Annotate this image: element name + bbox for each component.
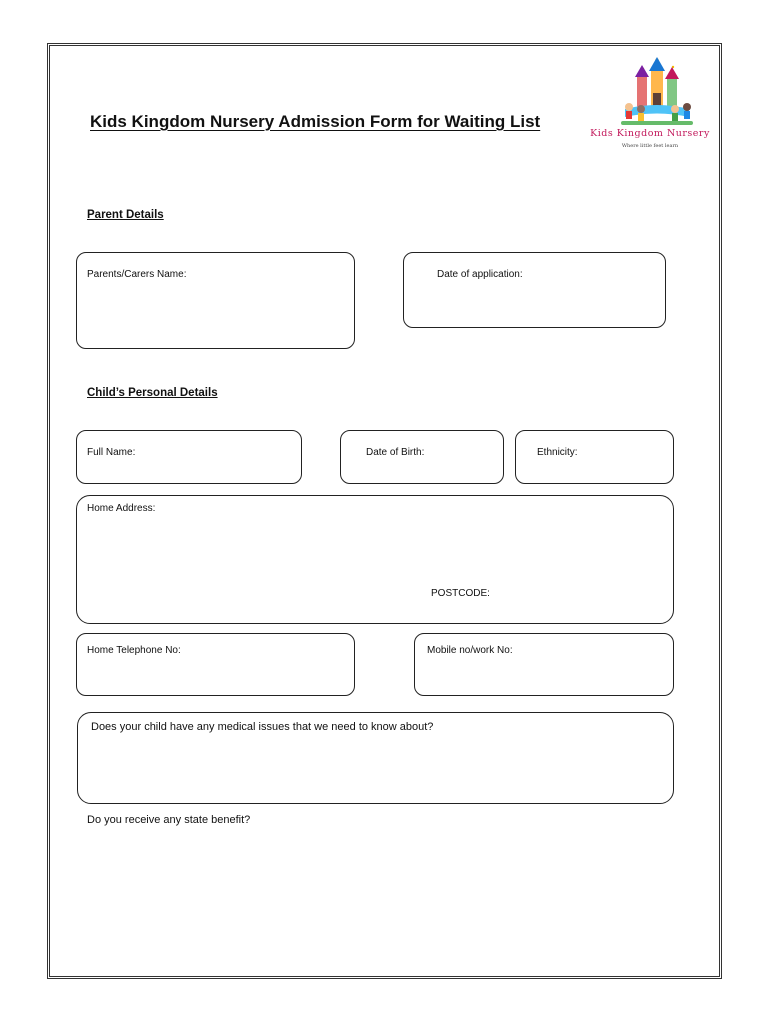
castle-icon <box>585 55 715 130</box>
home-address-label: Home Address: <box>87 503 156 514</box>
date-of-application-field[interactable] <box>403 252 666 328</box>
parent-name-label: Parents/Carers Name: <box>87 269 187 280</box>
mobile-work-field[interactable] <box>414 633 674 696</box>
parent-name-field[interactable] <box>76 252 355 349</box>
home-telephone-label: Home Telephone No: <box>87 645 181 656</box>
home-address-field[interactable] <box>76 495 674 624</box>
logo-tagline: Where little feet learn <box>621 143 679 149</box>
state-benefit-question: Do you receive any state benefit? <box>87 814 251 826</box>
full-name-label: Full Name: <box>87 447 136 458</box>
postcode-label: POSTCODE: <box>431 588 490 599</box>
child-details-heading: Child’s Personal Details <box>87 387 218 399</box>
home-telephone-field[interactable] <box>76 633 355 696</box>
form-title: Kids Kingdom Nursery Admission Form for Waiting List <box>90 112 541 131</box>
date-of-birth-label: Date of Birth: <box>366 447 425 458</box>
nursery-logo <box>585 55 715 155</box>
logo-name: Kids Kingdom Nursery <box>590 128 710 139</box>
ethnicity-label: Ethnicity: <box>537 447 578 458</box>
mobile-work-label: Mobile no/work No: <box>427 645 513 656</box>
medical-issues-question: Does your child have any medical issues that we need to know about? <box>91 721 434 733</box>
parent-details-heading: Parent Details <box>87 209 164 221</box>
date-of-application-label: Date of application: <box>437 269 523 280</box>
